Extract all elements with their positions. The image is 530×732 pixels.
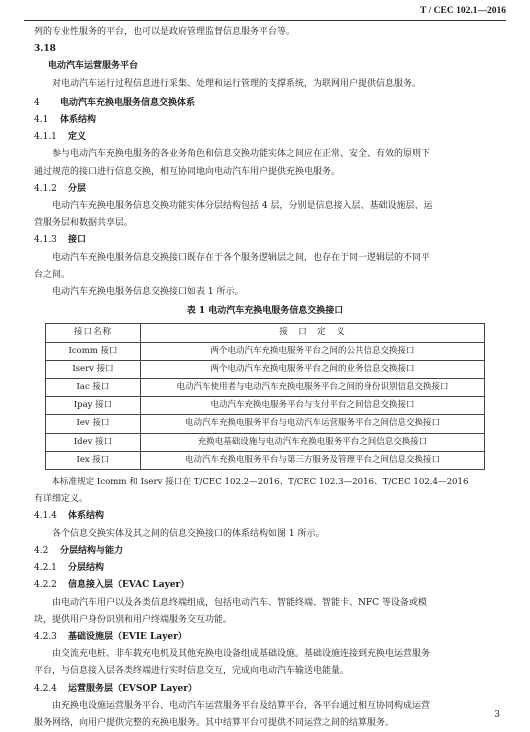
interface-definition-cell: 电动汽车充换电服务平台与电动汽车运营服务平台之间信息交换接口 [141, 415, 485, 433]
interface-table [45, 323, 485, 470]
paragraph: 本标准规定 Icomm 和 Iserv 接口在 T/CEC 102.2—2016、T/CEC 102.3—2016、T/CEC 102.4—2016 [51, 477, 469, 488]
interface-definition-cell: 电动汽车充换电服务平台与第三方服务及管理平台之间信息交换接口 [141, 451, 485, 469]
term-definition: 对电动汽车运行过程信息进行采集、处理和运行管理的支撑系统，为联网用户提供信息服务。 [52, 78, 422, 89]
interface-name-cell: Iev 接口 [46, 415, 141, 433]
interface-definition-cell: 电动汽车充换电服务平台与支付平台之间信息交换接口 [141, 397, 485, 415]
paragraph: 由电动汽车用户以及各类信息终端组成，包括电动汽车、智能终端、智能卡、NFC 等设备或模 [52, 597, 427, 608]
table-row [46, 451, 485, 469]
paragraph: 通过规范的接口进行信息交换，相互协同地向电动汽车用户提供充换电服务。 [34, 166, 341, 177]
subsection-heading: 4.2.1 分层结构 [34, 563, 105, 574]
paragraph: 块，提供用户身份识别和用户终端服务交互功能。 [34, 614, 233, 625]
interface-definition-cell: 两个电动汽车充换电服务平台之间的业务信息交换接口 [141, 360, 485, 378]
table-row [46, 360, 485, 378]
paragraph: 由充换电设施运营服务平台、电动汽车运营服务平台及结算平台，各平台通过相互协同构成运营 [52, 700, 431, 711]
paragraph: 电动汽车充换电服务信息交换接口如表 1 所示。 [52, 287, 244, 298]
paragraph: 服务网络，向用户提供完整的充换电服务。其中结算平台可提供不同运营之间的结算服务。 [34, 717, 395, 728]
interface-definition-cell: 两个电动汽车充换电服务平台之间的公共信息交换接口 [141, 342, 485, 360]
interface-definition-cell: 电动汽车使用者与电动汽车充换电服务平台之间的身份识别信息交换接口 [141, 379, 485, 397]
interface-name-cell: Iserv 接口 [46, 360, 141, 378]
clause-heading [34, 41, 496, 58]
table-row [46, 415, 485, 433]
paragraph: 各个信息交换实体及其之间的信息交换接口的体系结构如图 1 所示。 [52, 528, 325, 539]
paragraph: 台之间。 [34, 269, 71, 280]
paragraph: 参与电动汽车充换电服务的各业务角色和信息交换功能实体之间应在正常、安全、有效的原则下 [52, 149, 431, 160]
paragraph: 由交流充电桩、非车载充电机及其他充换电设备组成基础设施。基础设施连接到充换电运营服务 [52, 649, 431, 660]
interface-name-cell: Iac 接口 [46, 379, 141, 397]
interface-name-cell: Icomm 接口 [46, 342, 141, 360]
column-header: 接口名称 [46, 324, 141, 342]
subsection-heading: 4.2.3 基础设施层（EVIE Layer） [34, 631, 187, 642]
paragraph: 列的专业性服务的平台，也可以是政府管理监督信息服务平台等。 [34, 27, 296, 37]
table-header-row [46, 324, 485, 342]
section-heading: 4 电动汽车充换电服务信息交换体系 [34, 97, 196, 108]
paragraph: 电动汽车充换电服务信息交换功能实体分层结构包括 4 层，分别是信息接入层、基础设施层、运 [52, 201, 433, 212]
table-caption: 表 1 电动汽车充换电服务信息交换接口 [186, 306, 344, 317]
subsection-heading: 4.1.3 接口 [34, 235, 87, 246]
paragraph: 有详细定义。 [34, 494, 89, 505]
paragraph: 电动汽车充换电服务信息交换接口既存在于各个服务逻辑层之间，也存在于同一逻辑层的不同平 [52, 252, 431, 263]
interface-name-cell: Idev 接口 [46, 433, 141, 451]
term-title: 电动汽车运营服务平台 [48, 61, 139, 72]
clause-number: 3.18 [34, 44, 56, 55]
column-header: 接 口 定 义 [141, 324, 485, 342]
table-row [46, 342, 485, 360]
table-row [46, 379, 485, 397]
interface-definition-cell: 充换电基础设施与电动汽车充换电服务平台之间信息交换接口 [141, 433, 485, 451]
table-row [46, 397, 485, 415]
interface-name-cell: Iex 接口 [46, 451, 141, 469]
subsection-heading: 4.1.1 定义 [34, 132, 87, 143]
page-number: 3 [494, 710, 500, 720]
table-row [46, 433, 485, 451]
subsection-heading: 4.1.4 体系结构 [34, 511, 105, 522]
subsection-heading: 4.1.2 分层 [34, 183, 87, 194]
subsection-heading: 4.2.2 信息接入层（EVAC Layer） [34, 580, 190, 591]
paragraph: 营服务层和数据共享层。 [34, 218, 134, 229]
document-id: T / CEC 102.1—2016 [420, 6, 506, 16]
interface-name-cell: Ipay 接口 [46, 397, 141, 415]
section-heading: 4.2 分层结构与能力 [34, 545, 124, 556]
paragraph: 平台，与信息接入层各类终端进行实时信息交互，完成向电动汽车输送电能量。 [34, 666, 350, 677]
section-heading: 4.1 体系结构 [34, 115, 97, 126]
page-body [34, 24, 496, 732]
header-rule [24, 20, 506, 21]
subsection-heading: 4.2.4 运营服务层（EVSOP Layer） [34, 683, 197, 694]
